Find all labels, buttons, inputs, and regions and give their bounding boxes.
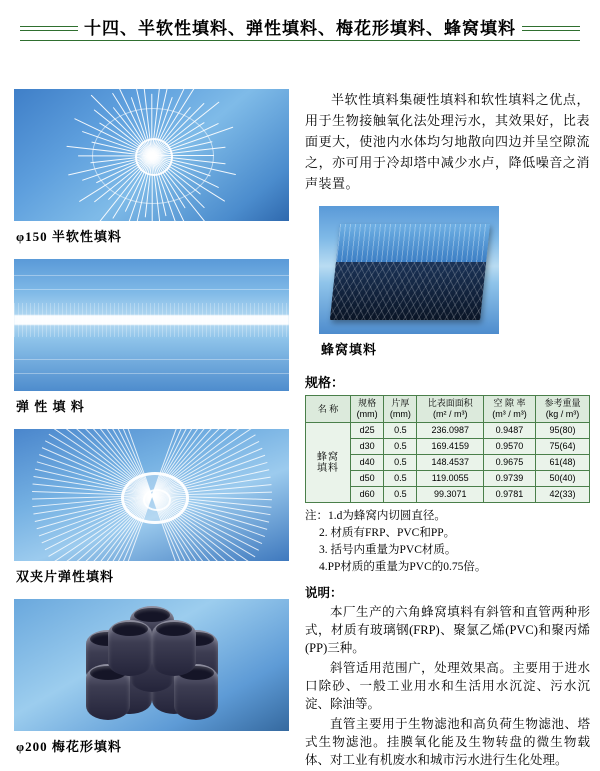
cell-specific-surface: 119.0055: [417, 471, 484, 487]
cell-weight: 42(33): [535, 487, 589, 503]
photo-caption: 弹 性 填 料: [16, 399, 85, 414]
photo-double-clip-filler: [14, 429, 289, 561]
th-line2: (kg / m³): [545, 409, 580, 419]
name-line2: 填料: [317, 462, 339, 474]
th-line1: 规格: [358, 398, 377, 408]
cell-thickness: 0.5: [384, 455, 417, 471]
th-weight: [535, 396, 589, 423]
note-item: 4.PP材质的重量为PVC的0.75倍。: [319, 561, 487, 573]
photo-caption: 蜂窝填料: [321, 342, 378, 357]
cell-specific-surface: 169.4159: [417, 439, 484, 455]
table-header-row: [306, 396, 590, 423]
band-line: [14, 289, 289, 290]
band-line: [14, 275, 289, 276]
title-text: 十四、半软性填料、弹性填料、梅花形填料、蜂窝填料: [78, 14, 522, 39]
spec-table: [305, 395, 590, 503]
th-name: [306, 396, 351, 423]
spec-label: 规格：: [305, 375, 345, 390]
cell-void-ratio: 0.9781: [483, 487, 535, 503]
cell-void-ratio: 0.9675: [483, 455, 535, 471]
cell-thickness: 0.5: [384, 471, 417, 487]
th-specific-surface: [417, 396, 484, 423]
photo-caption: φ200 梅花形填料: [16, 739, 122, 754]
photo-plum-blossom-filler: [14, 599, 289, 731]
photo-elastic-filler: [14, 259, 289, 391]
th-void-ratio: [483, 396, 535, 423]
note-item: 3. 括号内重量为PVC材质。: [319, 544, 457, 556]
cell-size: d60: [351, 487, 384, 503]
explanation-paragraph: 本厂生产的六角蜂窝填料有斜管和直管两种形式，材质有玻璃钢(FRP)、聚氯乙烯(PVC)和聚丙烯(PP)三种。: [305, 605, 590, 655]
photo-caption: 双夹片弹性填料: [16, 569, 115, 584]
explanation-title: 说明：: [305, 586, 343, 600]
photo-honeycomb-filler: [319, 206, 499, 334]
cell-size: d50: [351, 471, 384, 487]
band-line: [14, 373, 289, 374]
explanation-paragraph: 斜管适用范围广，处理效果高。主要用于进水口除砂、一般工业用水和生活用水沉淀、污水沉淀、除油等。: [305, 661, 590, 711]
photo-semi-soft-filler: [14, 89, 289, 221]
right-column: [305, 89, 590, 771]
th-size: [351, 396, 384, 423]
th-line1: 名 称: [317, 403, 339, 414]
explanation-body: [305, 603, 590, 769]
cell-weight: 61(48): [535, 455, 589, 471]
cell-thickness: 0.5: [384, 423, 417, 439]
th-line2: (m² / m³): [432, 409, 468, 419]
th-line2: (mm): [389, 409, 411, 419]
radial-filament: [78, 155, 152, 156]
note-item: 2. 材质有FRP、PVC和PP。: [319, 527, 456, 539]
cell-specific-surface: 148.4537: [417, 455, 484, 471]
cell-void-ratio: 0.9739: [483, 471, 535, 487]
cell-weight: 95(80): [535, 423, 589, 439]
honeycomb-top-face: [336, 224, 490, 262]
th-line1: 片厚: [391, 398, 410, 408]
cell-specific-surface: 99.3071: [417, 487, 484, 503]
th-line2: (m³ / m³): [492, 409, 527, 419]
cell-product-name: [306, 423, 351, 503]
plum-tube: [108, 620, 152, 676]
table-notes: [305, 508, 590, 576]
cell-size: d40: [351, 455, 384, 471]
honeycomb-front-face: [330, 262, 486, 320]
th-line1: 空 隙 率: [493, 398, 526, 408]
cell-weight: 75(64): [535, 439, 589, 455]
honeycomb-block: [330, 224, 490, 320]
note-item: 注：1.d为蜂窝内切圆直径。: [305, 510, 446, 522]
photo-caption: φ150 半软性填料: [16, 229, 122, 244]
name-line1: 蜂窝: [317, 451, 339, 463]
band-line: [14, 359, 289, 360]
th-line1: 参考重量: [544, 398, 581, 408]
left-column: [14, 89, 289, 769]
th-thickness: [384, 396, 417, 423]
cell-void-ratio: 0.9487: [483, 423, 535, 439]
plum-blossom-graphic: [77, 606, 227, 724]
cell-thickness: 0.5: [384, 487, 417, 503]
cell-void-ratio: 0.9570: [483, 439, 535, 455]
cell-specific-surface: 236.0987: [417, 423, 484, 439]
plum-tube: [152, 620, 196, 676]
table-row: [306, 423, 590, 439]
th-line2: (mm): [356, 409, 378, 419]
explanation-paragraph: 直管主要用于生物滤池和高负荷生物滤池、塔式生物滤池。挂膜氧化能及生物转盘的微生物载体、对工业有机废水和城市污水进行生化处理。: [305, 717, 590, 767]
title-rule-bottom: [20, 40, 580, 41]
clip-ring: [121, 472, 189, 524]
intro-paragraph: 半软性填料集硬性填料和软性填料之优点，用于生物接触氧化法处理污水，其效果好，比表面更大，使池内水体均匀地散向四边并呈空隙流之，亦可用于冷却塔中减少水卢，降低噪音之消声装置。: [305, 92, 590, 191]
cell-size: d25: [351, 423, 384, 439]
page-title: [20, 14, 580, 39]
cell-thickness: 0.5: [384, 439, 417, 455]
radial-brush-graphic: [62, 101, 242, 209]
cell-weight: 50(40): [535, 471, 589, 487]
cell-size: d30: [351, 439, 384, 455]
th-line1: 比表面面积: [427, 398, 473, 408]
elastic-band-graphic: [14, 315, 289, 325]
